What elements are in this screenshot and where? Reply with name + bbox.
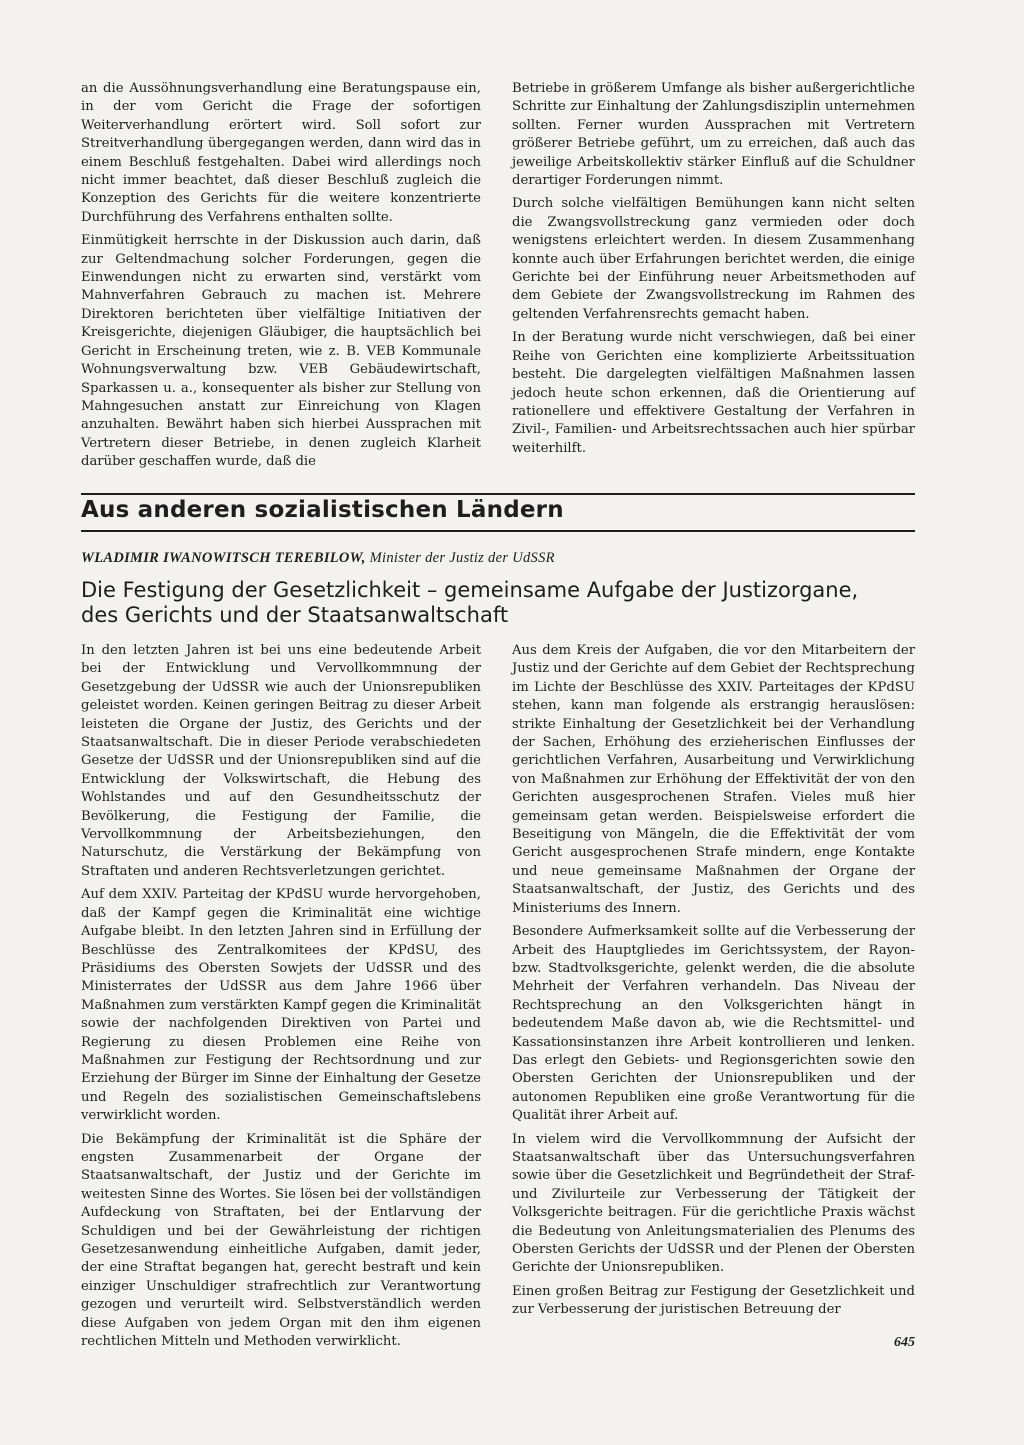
article-left-column xyxy=(81,642,481,1356)
upper-right-column xyxy=(512,80,915,463)
paragraph: In vielem wird die Vervollkommnung der Aufsicht der Staatsanwaltschaft über das Untersuchungsverfahren sowie über die Gesetzlichkeit und Begründetheit der Straf- und Zivilurteile zur Verbesserung der Tätigkeit der Volksgerichte beitragen. Für die gerichtliche Praxis wächst die Bedeutung von Anleitungsmaterialien des Plenums des Obersten Gerichts der UdSSR und der Plenen der Obersten Gerichte der Unionsrepubliken. xyxy=(512,1131,915,1276)
page-number: 645 xyxy=(894,1335,915,1350)
paragraph: Aus dem Kreis der Aufgaben, die vor den Mitarbeitern der Justiz und der Gerichte auf dem Gebiet der Rechtsprechung im Lichte der Beschlüsse des XXIV. Parteitages der KPdSU stehen, kann man folgende als erstrangig herauslösen: strikte Einhaltung der Gesetzlichkeit bei der Verhandlung der Sachen, Erhöhung des erzieherischen Einflusses der gerichtlichen Verfahren, Ausarbeitung und Verwirklichung von Maßnahmen zur Erhöhung der Effektivität der von den Gerichten ausgesprochenen Strafen. Vieles muß hier gemeinsam getan werden. Beispielsweise erfordert die Beseitigung von Mängeln, die die Effektivität der vom Gericht ausgesprochenen Strafe mindern, enge Kontakte und neue gemeinsame Maßnahmen der Organe der Staatsanwaltschaft, der Justiz, des Gerichts und des Ministeriums des Innern. xyxy=(512,643,915,916)
upper-left-column xyxy=(81,80,481,477)
paragraph: Auf dem XXIV. Parteitag der KPdSU wurde hervorgehoben, daß der Kampf gegen die Kriminalität eine wichtige Aufgabe bleibt. In den letzten Jahren sind in Erfüllung der Beschlüsse des Zentralkomitees der KPdSU, des Präsidiums des Obersten Sowjets der UdSSR und des Ministerrates der UdSSR aus dem Jahre 1966 über Maßnahmen zum verstärkten Kampf gegen die Kriminalität sowie der nachfolgenden Direktiven von Partei und Regierung zu diesen Problemen eine Reihe von Maßnahmen zur Festigung der Rechtsordnung und zur Erziehung der Bürger im Sinne der Einhaltung der Gesetze und Regeln des sozialistischen Gemeinschaftslebens verwirklicht worden. xyxy=(81,887,481,1124)
article-headline xyxy=(81,578,915,628)
article-right-column xyxy=(512,642,915,1325)
section-bottom-rule xyxy=(81,530,915,532)
author-role: Minister der Justiz der UdSSR xyxy=(369,550,555,566)
paragraph: In den letzten Jahren ist bei uns eine bedeutende Arbeit bei der Entwicklung und Vervollkommnung der Gesetzgebung der UdSSR wie auch der Unionsrepubliken geleistet worden. Keinen geringen Beitrag zu dieser Arbeit leisteten die Organe der Justiz, des Gerichts und der Staatsanwaltschaft. Die in dieser Periode verabschiedeten Gesetze der UdSSR und der Unionsrepubliken sind auf die Entwicklung der Volkswirtschaft, die Hebung des Wohlstandes und auf den Gesundheitsschutz der Bevölkerung, die Festigung der Familie, die Vervollkommnung der Arbeitsbeziehungen, den Naturschutz, die Verstärkung der Bekämpfung von Straftaten und anderen Rechtsverletzungen gerichtet. xyxy=(81,643,481,879)
paragraph: In der Beratung wurde nicht verschwiegen, daß bei einer Reihe von Gerichten eine komplizierte Arbeitssituation besteht. Die dargelegten vielfältigen Maßnahmen lassen jedoch heute schon erkennen, daß die Orientierung auf rationellere und effektivere Gestaltung der Verfahren in Zivil-, Familien- und Arbeitsrechtssachen auch hier spürbar weiterhilft. xyxy=(512,330,915,456)
paragraph: Die Bekämpfung der Kriminalität ist die Sphäre der engsten Zusammenarbeit der Organe der Staatsanwaltschaft, der Justiz und der Gerichte im weitesten Sinne des Wortes. Sie lösen bei der vollständigen Aufdeckung von Straftaten, bei der Entlarvung der Schuldigen und bei der Gewährleistung der richtigen Gesetzesanwendung einheitliche Aufgaben, damit jeder, der eine Straftat begangen hat, gerecht bestraft und kein einziger Unschuldiger strafrechtlich zur Verantwortung gezogen und verurteilt wird. Selbstverständlich werden diese Aufgaben von jedem Organ mit den ihm eigenen rechtlichen Mitteln und Methoden verwirklicht. xyxy=(81,1131,481,1350)
headline-line: Die Festigung der Gesetzlichkeit – gemeinsame Aufgabe der Justizorgane, xyxy=(81,578,859,602)
paragraph: Betriebe in größerem Umfange als bisher außergerichtliche Schritte zur Einhaltung der Zahlungsdisziplin unternehmen sollten. Ferner wurden Aussprachen mit Vertretern größerer Betriebe geführt, um zu erreichen, daß auch das jeweilige Arbeitskollektiv stärker Einfluß auf die Schuldner derartiger Forderungen nimmt. xyxy=(512,81,915,189)
paragraph: Einmütigkeit herrschte in der Diskussion auch darin, daß zur Geltendmachung solcher Forderungen, gegen die Einwendungen nicht zu erwarten sind, verstärkt vom Mahnverfahren Gebrauch zu machen ist. Mehrere Direktoren berichteten über vielfältige Initiativen der Kreisgerichte, diejenigen Gläubiger, die hauptsächlich bei Gericht in Erscheinung treten, wie z. B. VEB Kommunale Wohnungsverwaltung bzw. VEB Gebäudewirtschaft, Sparkassen u. a., konsequenter als bisher zur Stellung von Mahngesuchen anstatt zur Einreichung von Klagen anzuhalten. Bewährt haben sich hierbei Aussprachen mit Vertretern dieser Betriebe, in denen zugleich Klarheit darüber geschaffen wurde, daß die xyxy=(81,233,481,470)
paragraph: Besondere Aufmerksamkeit sollte auf die Verbesserung der Arbeit des Hauptgliedes im Gerichtssystem, der Rayon- bzw. Stadtvolksgerichte, gelenkt werden, die die absolute Mehrheit der Verfahren verhandeln. Das Niveau der Rechtsprechung an den Volksgerichten hängt in bedeutendem Maße davon ab, wie die Rechtsmittel- und Kassationsinstanzen ihre Arbeit kontrollieren und lenken. Das erlegt den Gebiets- und Regionsgerichten sowie den Obersten Gerichten der Unionsrepubliken und der autonomen Republiken eine große Verantwortung für die Qualität ihrer Arbeit auf. xyxy=(512,924,915,1124)
paragraph: Einen großen Beitrag zur Festigung der Gesetzlichkeit und zur Verbesserung der juristischen Betreuung der xyxy=(512,1283,915,1318)
section-top-rule xyxy=(81,493,915,495)
paragraph: Durch solche vielfältigen Bemühungen kann nicht selten die Zwangsvollstreckung ganz vermieden oder doch wenigstens erleichtert werden. In diesem Zusammenhang konnte auch über Erfahrungen berichtet werden, die einige Gerichte bei der Einführung neuer Arbeitsmethoden auf dem Gebiete der Zwangsvollstreckung im Rahmen des geltenden Verfahrensrechts gemacht haben. xyxy=(512,196,915,322)
author-name: WLADIMIR IWANOWITSCH TEREBILOW, xyxy=(81,550,366,566)
headline-line: des Gerichts und der Staatsanwaltschaft xyxy=(81,603,509,627)
article-byline xyxy=(81,550,915,567)
section-title: Aus anderen sozialistischen Ländern xyxy=(81,497,564,523)
paragraph: an die Aussöhnungsverhandlung eine Beratungspause ein, in der vom Gericht die Frage der sofortigen Weiterverhandlung erörtert wird. Soll sofort zur Streitverhandlung übergegangen werden, dann wird das in einem Beschluß festgehalten. Dabei wird allerdings noch nicht immer beachtet, daß dieser Beschluß zugleich die Konzeption des Gerichts für die weitere konzentrierte Durchführung des Verfahrens enthalten sollte. xyxy=(81,81,481,225)
